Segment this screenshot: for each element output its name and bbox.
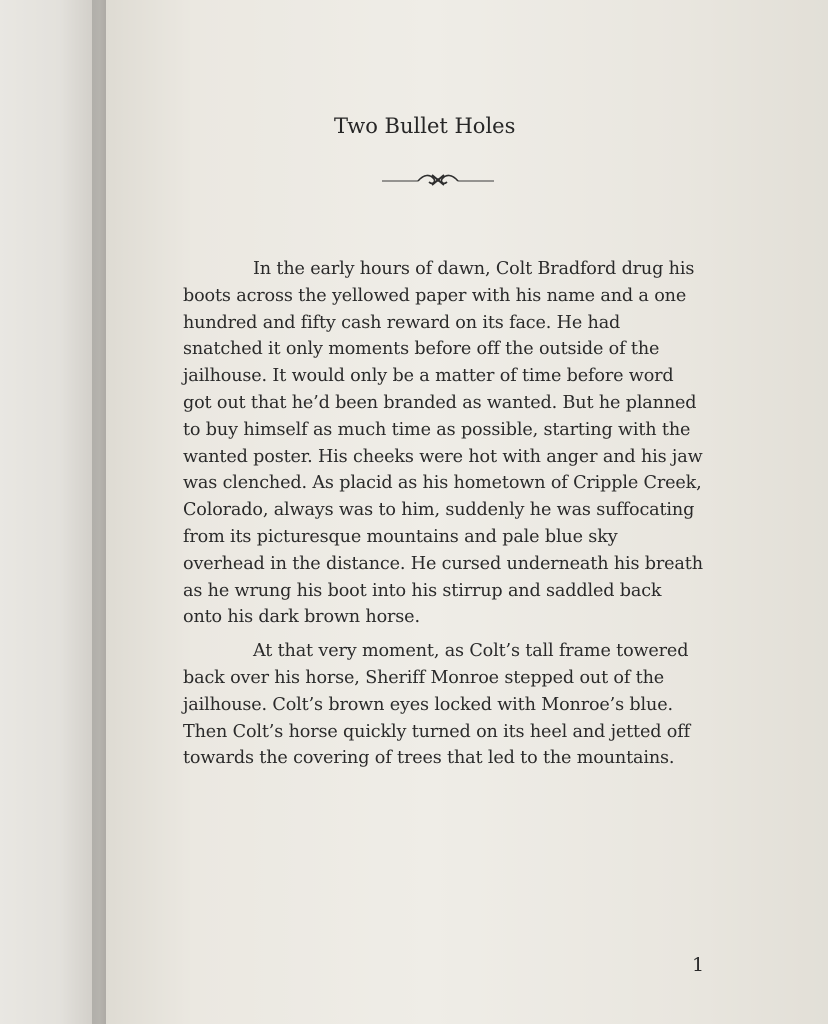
flourish-divider-icon [382,170,494,190]
page-number: 1 [692,954,705,976]
chapter-title: Two Bullet Holes [334,114,516,138]
paragraph: At that very moment, as Colt’s tall frame towered back over his horse, Sheriff Monroe stepped out of the jailhouse. Colt’s brown eyes locked with Monroe’s blue. Then Colt’s horse quickly turned on its heel and jetted off towards the covering of trees that led to the mountains. [183,641,690,769]
facing-page-text-fragments [0,40,70,424]
chapter-body [183,256,703,772]
paragraph: In the early hours of dawn, Colt Bradford drug his boots across the yellowed paper with his name and a one hundred and fifty cash reward on its face. He had snatched it only moments before off the outside of the jailhouse. It would only be a matter of time before word got out that he’d been branded as wanted. But he planned to buy himself as much time as possible, starting with the wanted poster. His cheeks were hot with anger and his jaw was clenched. As placid as his hometown of Cripple Creek, Colorado, always was to him, suddenly he was suffocating from its picturesque mountains and pale blue sky overhead in the distance. He cursed underneath his breath as he wrung his boot into his stirrup and saddled back onto his dark brown horse. [183,259,703,628]
book-page [106,0,828,1024]
